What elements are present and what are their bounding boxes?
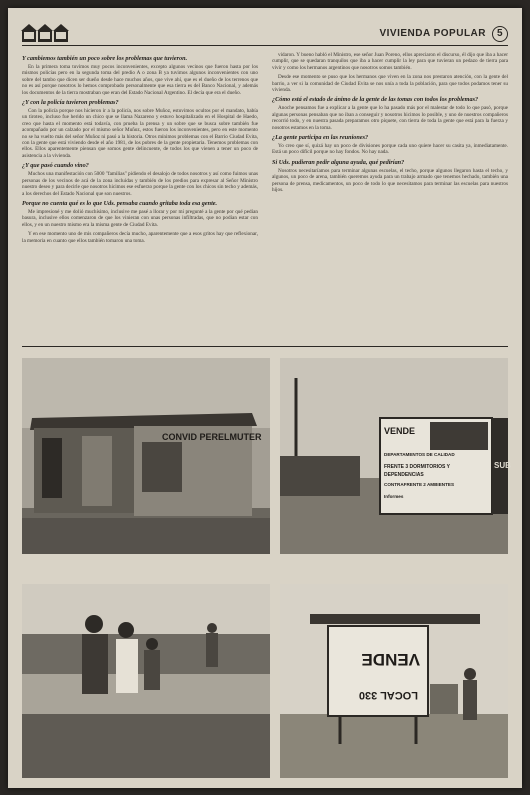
article-paragraph: Yo creo que sí, quizá hay un poco de divisiones porque cada uno quiere hacer su casita ya, inmediatamente. Está un poco difícil porque no hay fondos. No hay nada. — [272, 143, 508, 156]
article-subheading: ¿Cómo está el estado de ánimo de la gente de las tomas con todos los problemas? — [272, 96, 479, 104]
section-title: VIVIENDA POPULAR — [379, 28, 486, 39]
article-column-left — [22, 52, 258, 342]
article-paragraph: Y en ese momento uno de mis compañeros decía mucho, aparentemente que a esos gritos hay que reflexionar, la memoria en cuanto que ellos también tomaron una toma. — [22, 231, 258, 244]
house-icon — [38, 30, 52, 42]
billboard-line: CONTRAFRENTE 2 AMBIENTES — [384, 482, 455, 487]
article-paragraph: Desde ese momento se puso que los hermanos que viven en la zona nos prestaron atención, con la gente del barrio, a ver si la comunidad de Ciudad Evita se nos unía a toda la población, para que todos podamos tener su vivienda. — [272, 74, 508, 94]
houses-logo — [22, 26, 68, 42]
photo-shack — [22, 358, 270, 554]
sign-top-text: LOCAL 330 — [358, 689, 418, 701]
article-columns — [22, 52, 508, 342]
house-icon — [54, 30, 68, 42]
photo-billboard — [280, 358, 511, 554]
article-column-right — [272, 52, 508, 342]
house-icon — [22, 30, 36, 42]
article-paragraph: Anoche pensamos fue a explicar a la gente que lo ha pasado más por el malestar de todo lo que pasó, porque algunas personas pensaban que no iban a conseguir y nosotros hicimos lo posible, y uno de nuestros compañeros recorrió todo, y en nuestra pasada preparamos otro piquete, con tierra de toda la gente que está para la fuerza y nosotros estamos en la toma. — [272, 105, 508, 131]
article-paragraph: Me impresioné y me dolió muchísimo, inclusive me pasé a llorar y por mí pregunté a la gente por qué pedían basura, inclusive ellos comenzaron de que los vinieran con unas personas infiltradas, que no podían estar con ellos, y en un nuestro mismo era la misma gente de Ciudad Evita. — [22, 208, 258, 228]
billboard-line: DEPARTAMENTOS DE CALIDAD — [384, 452, 455, 457]
article-subheading: Y cambiemos también un poco sobre los problemas que tuvieron. — [22, 55, 188, 62]
article-paragraph: Muchos una manifestación con 5000 "familias" pidiendo el desalojo de todos nosotros y así como fuimos unas personas de los vecinos de acá de la zona incluidas y también de los predios para expresar al Señor Ministro nuestro deseo y para decirle que nosotros hicimos ese esfuerzo porque la gente con los chicos sin techo y además, a los derechos del Estado Nacional que son nuestros. — [22, 171, 258, 197]
section-divider — [22, 346, 508, 347]
article-paragraph: Con la policía porque nos hicieron ir a la policía, nos sobre Muñoz, estuvimos ocultos por el mandato, había un tiroteo, incluso fue herido un chico que se llama Nazareno y estuvo hospitalizado en el Hospital de Haedo, creo que hasta el momento está todavía, con prueba la prensa y un sobre que se busca sobre también fue acompañado por un calzado por el mismo señor Muñoz, estos fueron los inconvenientes, pero en este momento no se ha vuelto más del señor Muñoz ni pasó a la historia. Otros mínimos problemas con el Barrio Ciudad Evita, con la gente que está viviendo desde el año 1981, de los pobres de la gente propietaria. Tenemos problemas con ellos. Ellos aparentemente piensan que somos gente delincuente, de todos los que vienen a tener un poco de asistencia a la vivienda. — [22, 108, 258, 159]
section-header — [379, 26, 508, 42]
billboard-line: Informes — [384, 494, 404, 499]
article-subheading: Porque no cuenta qué es lo que Uds. pensaba cuando gritaba toda esa gente. — [22, 199, 218, 207]
photo-people — [22, 584, 270, 778]
article-subheading: Si Uds. pudieran pedir alguna ayuda, qué pedirían? — [272, 158, 405, 166]
article-subheading: ¿La gente participa en las reuniones? — [272, 134, 369, 142]
page-header — [22, 22, 508, 46]
article-subheading: ¿Y con la policía tuvieron problemas? — [22, 99, 119, 107]
article-paragraph: Nosotros necesitaríamos para terminar algunas escuelas, el techo, porque algunos llegaron hasta el techo, y algunos, un poco de arena, también queremos ayuda para un trabajo armado que tenemos hechado, también una persona de prensa, medicamentos, un poco de todo lo que necesitamos para terminar las escuelas para nuestros hijos. — [272, 167, 508, 194]
article-subheading: ¿Y que pasó cuando vino? — [22, 162, 89, 170]
side-sign-text: SUB — [494, 461, 511, 470]
newspaper-page — [8, 8, 522, 788]
sign-main-text: VENDE — [361, 650, 420, 669]
photo-sign-sale — [280, 584, 508, 778]
article-paragraph: En la primera toma tuvimos muy pocos inconvenientes, excepto algunos vecinos que fueron hasta por los mismos policías pero en la segunda toma del predio A o zona B ya tuvimos algunos inconvenientes con uno sobre del tambo que dicen ser dueño desde hace muchos años, que vive ahí, que es el dueño de los terrenos que no es así porque nosotros lo hemos comprobado personalmente que esa tierra es del Banco Nacional, y además los documentos de la tierra mostraban que eran del Estado Nacional Argentino. El decía que era el dueño. — [22, 64, 258, 96]
article-paragraph: vidaron. Y bueno habló el Ministro, ese señor Juan Poreno, ellos apreciaron el discurso, él dijo que iba a hacer cumplir, que se quedaran tranquilos que iba a hacer cumplir la ley para que tuvieran un pedazo de tierra para vivir y como los hermanos argentinos que nosotros somos también. — [272, 52, 508, 71]
billboard-line: DEPENDENCIAS — [384, 472, 424, 478]
billboard-title: VENDE — [384, 426, 416, 436]
shack-sign-text: CONVID PERELMUTER — [162, 432, 262, 442]
page-number: 5 — [492, 26, 508, 42]
billboard-line: FRENTE 3 DORMITORIOS Y — [384, 464, 450, 470]
